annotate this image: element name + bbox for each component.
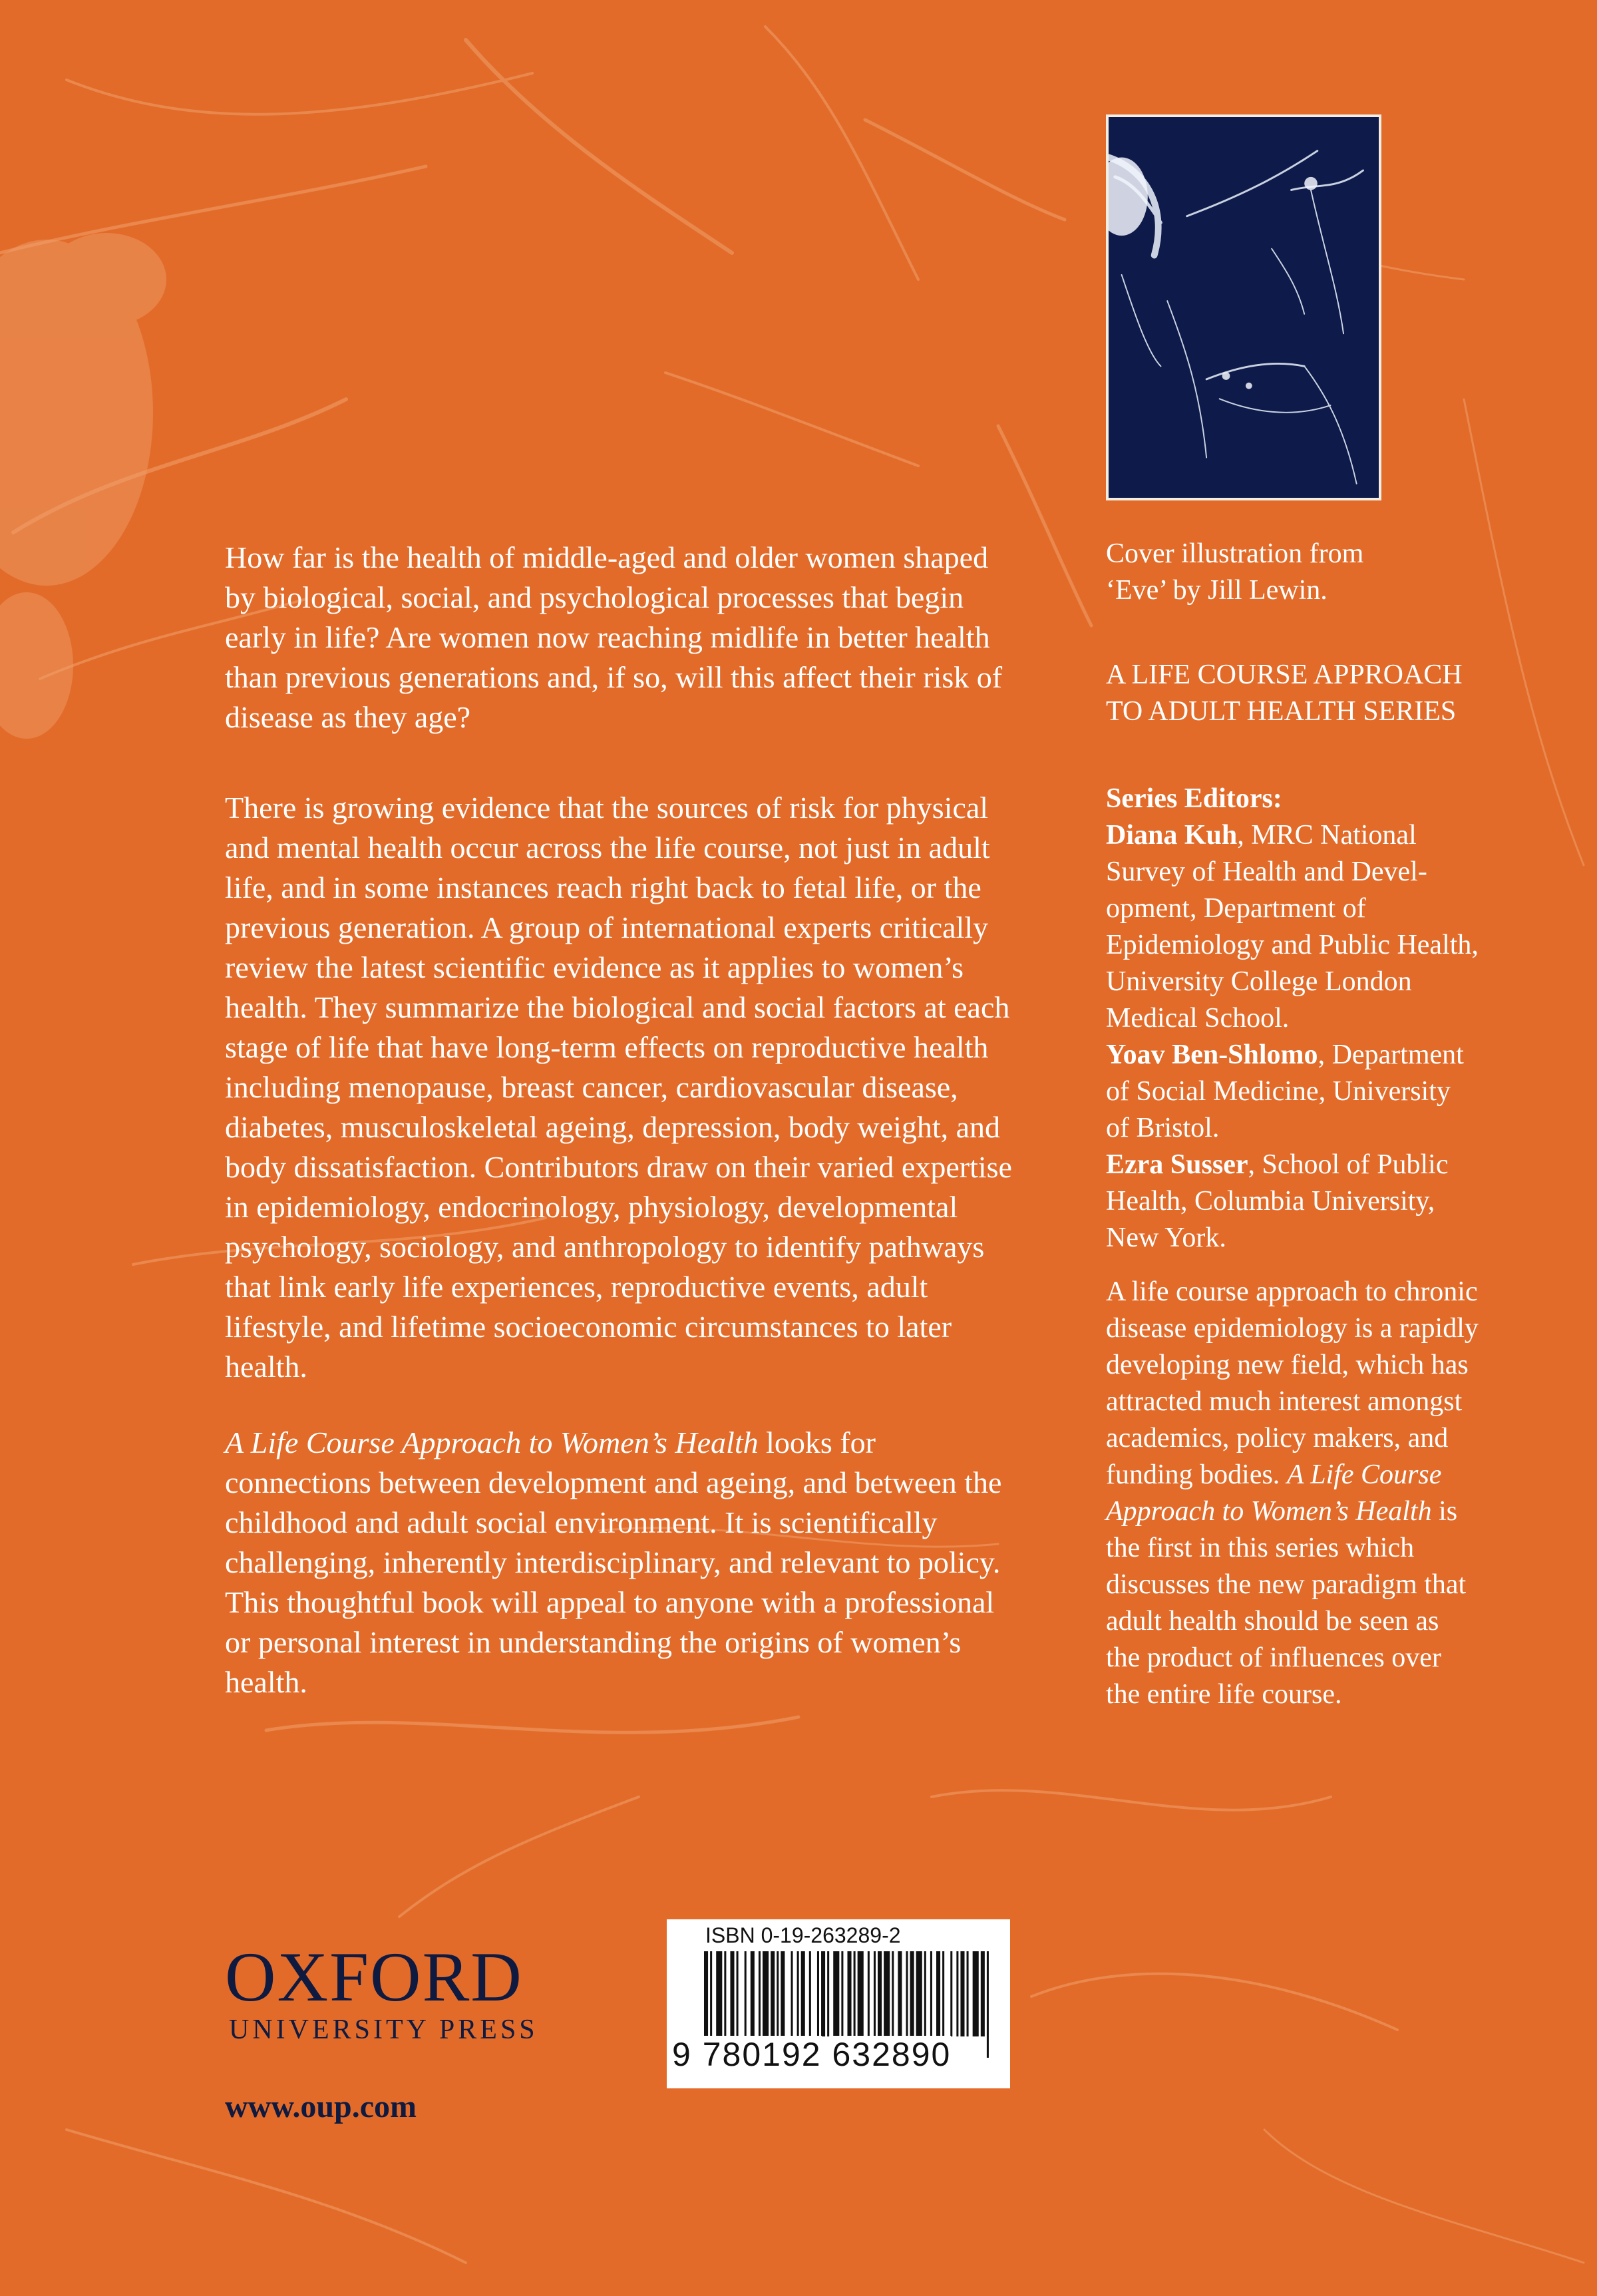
publisher-subtitle: UNIVERSITY PRESS xyxy=(229,2014,538,2045)
caption-line-2: ‘Eve’ by Jill Lewin. xyxy=(1106,575,1328,606)
description-paragraph-1: How far is the health of middle-aged and older women shaped by biological, social, and psychological processes that begin early in life? Are women now reaching midlife in better health than previous generations and, if so, will this affect their risk of disease as they age? xyxy=(225,540,1003,734)
blurb-text: A life course approach to chronic disease epidemiology is a rapidly developing new field, which has attracted much interest amongst academics, policy makers, and funding bodies. xyxy=(1106,1276,1479,1490)
barcode-left-digits: 780192 xyxy=(702,2036,822,2073)
barcode-bar xyxy=(801,1951,805,2036)
barcode-bar xyxy=(833,1951,839,2036)
barcode-bar xyxy=(892,1951,894,2036)
barcode-bar xyxy=(737,1951,739,2036)
barcode-bar xyxy=(973,1951,979,2036)
isbn-barcode xyxy=(667,1919,1010,2088)
barcode-bar xyxy=(809,1951,811,2036)
caption-line-1: Cover illustration from xyxy=(1106,538,1364,569)
barcode-bar xyxy=(868,1951,870,2036)
series-title: A LIFE COURSE APPROACH TO ADULT HEALTH SERIES xyxy=(1106,660,1463,727)
publisher-website-link[interactable]: www.oup.com xyxy=(225,2089,417,2124)
illustration-caption xyxy=(1106,536,1479,609)
barcode-bar xyxy=(759,1951,761,2036)
description-paragraph-2: There is growing evidence that the sources of risk for physical and mental health occur across the life course, not just in adult life, and in some instances reach right back to fetal life, or the previous generation. A group of international experts critically review the latest scientific evidence as it applies to women’s health. They summarize the biological and social factors at each stage of life that have long-term effects on reproductive health including menopause, breast cancer, cardiovascular disease, diabetes, musculoskeletal ageing, depression, body weight, and body dissatisfaction. Contributors draw on their varied expertise in epidemiology, endocrinology, physiology, developmental psychology, sociology, and anthropology to identify pathways that link early life experiences, reproductive events, adult lifestyle, and lifetime socioeconomic circumstances to later health. xyxy=(225,791,1012,1384)
barcode-bar xyxy=(745,1951,747,2036)
series-sidebar xyxy=(1106,536,1479,1713)
barcode-bar xyxy=(821,1951,825,2036)
barcode-bar xyxy=(763,1951,769,2036)
editor-affiliation: , Department of Social Medicine, University of Bristol. xyxy=(1106,1040,1464,1143)
barcode-bar xyxy=(956,1951,958,2036)
barcode-bar xyxy=(791,1951,793,2036)
barcode-bar xyxy=(898,1951,902,2036)
barcode-bar xyxy=(724,1951,726,2036)
publisher-name: OXFORD xyxy=(225,1938,523,2016)
barcode-bar xyxy=(751,1951,755,2036)
blurb-text-end: is the first in this series which discusses the new paradigm that adult health should be seen as the product of influences over the entire life course. xyxy=(1106,1496,1467,1710)
barcode-bar xyxy=(942,1951,944,2036)
barcode-bar xyxy=(916,1951,922,2036)
barcode-bar xyxy=(797,1951,799,2036)
barcode-bar xyxy=(930,1951,932,2036)
barcode-bar xyxy=(716,1951,722,2036)
barcode-lead-digit: 9 xyxy=(672,2036,692,2073)
editor-name: Diana Kuh xyxy=(1106,820,1238,851)
barcode-bar xyxy=(874,1951,876,2036)
editor-name: Yoav Ben-Shlomo xyxy=(1106,1040,1318,1070)
barcode-digits xyxy=(672,2035,1005,2074)
description-paragraph-3 xyxy=(225,1423,1017,1702)
series-blurb xyxy=(1106,1274,1479,1713)
barcode-bar xyxy=(884,1951,890,2036)
editor-name: Ezra Susser xyxy=(1106,1149,1248,1180)
barcode-bar xyxy=(960,1951,964,2036)
series-editors-heading: Series Editors: xyxy=(1106,783,1282,814)
book-title-italic: A Life Course Approach to Women’s Health xyxy=(225,1426,759,1459)
barcode-bar xyxy=(827,1951,829,2036)
series-editor xyxy=(1106,817,1479,1037)
cover-illustration-image xyxy=(1106,114,1381,500)
series-editor xyxy=(1106,1037,1479,1147)
barcode-bar xyxy=(781,1951,785,2036)
barcode-bar xyxy=(936,1951,940,2036)
publisher-logo xyxy=(225,1938,538,2046)
barcode-bar xyxy=(847,1951,851,2036)
barcode-bar xyxy=(950,1951,952,2036)
barcode-bar xyxy=(906,1951,908,2036)
editor-affiliation: , MRC National Survey of Health and Development, Department of Epidemiology and Public Health, University College London Medical School. xyxy=(1106,820,1479,1034)
barcode-bar xyxy=(777,1951,779,2036)
back-cover-description xyxy=(225,538,1017,1738)
barcode-right-digits: 632890 xyxy=(832,2036,952,2073)
barcode-bar xyxy=(817,1951,819,2036)
editor-affiliation: , School of Public Health, Columbia University, New York. xyxy=(1106,1149,1449,1253)
description-paragraph-3-text: looks for connections between development and ageing, and between the childhood and adult social environment. It is scientifically challenging, inherently interdisciplinary, and relevant to policy. This thoughtful book will appeal to anyone with a professional or personal interest in understanding the origins of women’s health. xyxy=(225,1426,1002,1699)
barcode-bar xyxy=(981,1951,985,2036)
barcode-bar xyxy=(730,1951,734,2036)
barcode-bar xyxy=(771,1951,775,2036)
series-editor xyxy=(1106,1147,1479,1256)
barcode-bar xyxy=(841,1951,843,2036)
isbn-number: ISBN 0-19-263289-2 xyxy=(705,1923,901,1947)
barcode-bar xyxy=(924,1951,926,2036)
barcode-bar xyxy=(967,1951,969,2036)
blurb-book-title: A Life Course Approach to Women’s Health xyxy=(1106,1459,1442,1527)
barcode-bar xyxy=(910,1951,914,2036)
barcode-bar xyxy=(878,1951,882,2036)
